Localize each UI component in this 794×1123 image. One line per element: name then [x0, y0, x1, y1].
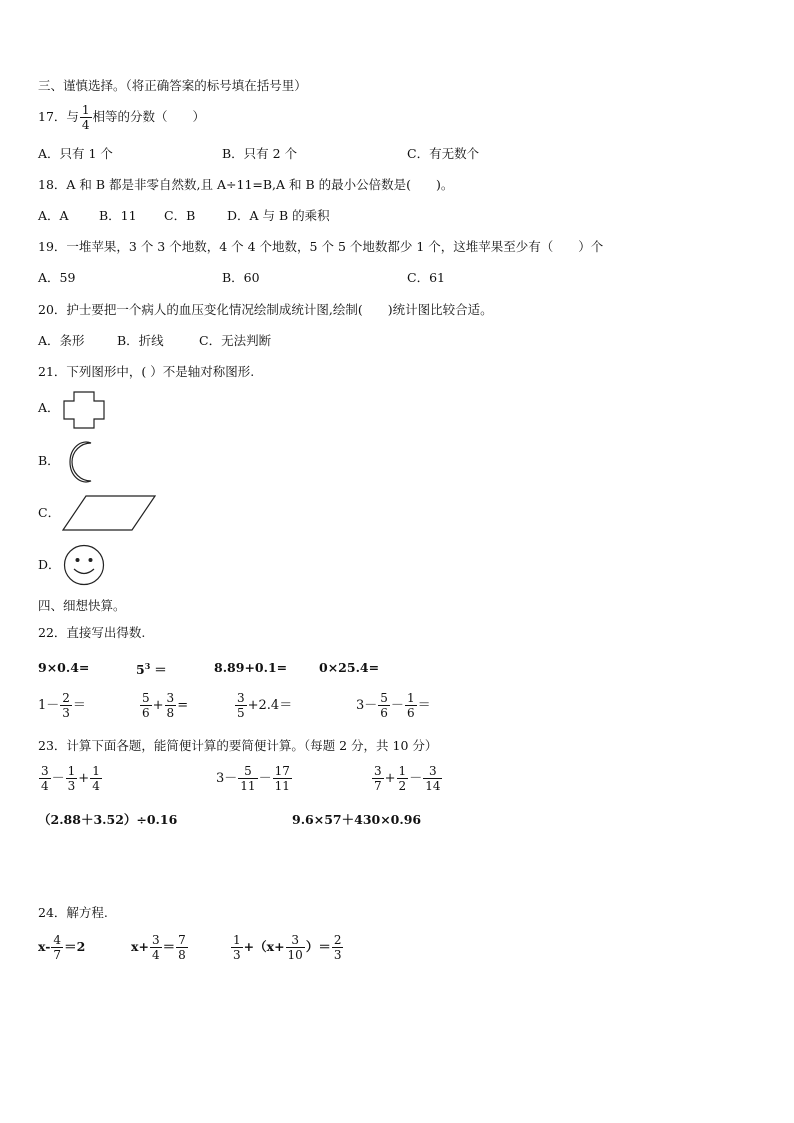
- q22-item-6: [139, 692, 188, 719]
- q22-item-3: 8.89+0.1=: [214, 660, 288, 675]
- q22-item-5-equals: ＝: [72, 698, 86, 713]
- q19-option-b: B．60: [222, 270, 260, 285]
- parallelogram-icon: [62, 495, 156, 531]
- fraction: [51, 934, 63, 961]
- operator: +: [78, 771, 90, 786]
- numerator: 3: [151, 933, 160, 947]
- q17-suffix: 相等的分数（ ）: [92, 109, 206, 124]
- q22-item-8-operator: －: [390, 698, 404, 713]
- q22-item-4: 0×25.4=: [319, 660, 380, 675]
- q22-item-2-exponent: 3: [144, 661, 151, 671]
- q22-item-8: [356, 692, 431, 719]
- denominator: 2: [398, 779, 407, 793]
- denominator: 6: [142, 706, 150, 720]
- q22-item-8-fraction-1: [378, 692, 390, 719]
- q23-expression-2: [216, 765, 293, 792]
- q24-equation-2: [131, 934, 189, 961]
- q22-item-8-equals: ＝: [417, 698, 431, 713]
- q22-item-5-fraction: [60, 692, 72, 719]
- denominator: 3: [62, 706, 70, 720]
- numerator: 2: [62, 691, 70, 705]
- prefix: x+: [131, 939, 149, 954]
- q19-option-c: C．61: [407, 270, 445, 285]
- q22-item-7-suffix: +2.4＝: [247, 698, 293, 713]
- q22-item-2: [136, 662, 167, 677]
- q22-item-5: [38, 692, 86, 719]
- q18-option-a: A．A: [38, 208, 69, 223]
- question-19: 19．一堆苹果，3 个 3 个地数，4 个 4 个地数，5 个 5 个地数都少 1 个，这堆苹果至少有（ ）个: [38, 239, 604, 254]
- fraction: [372, 765, 384, 792]
- denominator: 14: [425, 779, 441, 793]
- q23-expression-5: 9.6×57＋430×0.96: [292, 812, 422, 827]
- numerator: 3: [166, 691, 175, 705]
- fraction: [176, 934, 188, 961]
- q17-frac-denominator: 4: [81, 118, 90, 132]
- question-17: [38, 104, 205, 131]
- q20-option-a: A．条形: [38, 333, 85, 348]
- question-20: 20．护士要把一个病人的血压变化情况绘制成统计图,绘制( )统计图比较合适。: [38, 302, 493, 317]
- prefix: x-: [38, 939, 51, 954]
- equals: ＝: [162, 939, 176, 954]
- q18-option-b: B．11: [99, 208, 137, 223]
- denominator: 6: [406, 706, 415, 720]
- numerator: 4: [53, 933, 62, 947]
- q24-equation-3: [230, 934, 344, 961]
- denominator: 3: [233, 948, 241, 962]
- q20-option-c: C．无法判断: [199, 333, 272, 348]
- numerator: 3: [41, 764, 49, 778]
- numerator: 1: [67, 764, 76, 778]
- numerator: 1: [398, 764, 407, 778]
- denominator: 3: [67, 779, 76, 793]
- numerator: 5: [380, 691, 388, 705]
- suffix: ＝2: [64, 939, 86, 954]
- q21-option-d: D．: [38, 557, 61, 572]
- q22-item-1: 9×0.4=: [38, 660, 90, 675]
- denominator: 3: [333, 948, 342, 962]
- smiley-face-icon: [63, 544, 105, 586]
- denominator: 8: [178, 948, 186, 962]
- fraction: [231, 934, 243, 961]
- question-24: 24．解方程.: [38, 905, 108, 920]
- operator: －: [409, 771, 423, 786]
- q19-option-a: A．59: [38, 270, 76, 285]
- q21-option-c: C．: [38, 505, 61, 520]
- fraction: [286, 934, 305, 961]
- question-23: 23．计算下面各题，能简便计算的要简便计算。（每题 2 分，共 10 分）: [38, 738, 438, 753]
- numerator: 1: [406, 691, 415, 705]
- fraction: [273, 765, 292, 792]
- q17-option-b: B．只有 2 个: [222, 146, 298, 161]
- q17-fraction: [80, 104, 92, 131]
- q22-item-6-fraction-1: [140, 692, 152, 719]
- q18-option-c: C．B: [164, 208, 196, 223]
- numerator: 3: [374, 764, 382, 778]
- prefix: 3－: [216, 771, 238, 786]
- question-18: 18．A 和 B 都是非零自然数,且 A÷11=B,A 和 B 的最小公倍数是( )。: [38, 177, 454, 192]
- numerator: 3: [237, 691, 245, 705]
- q22-item-6-equals: =: [177, 698, 189, 713]
- fraction: [90, 765, 102, 792]
- numerator: 17: [274, 764, 290, 778]
- section-4-heading: 四、细想快算。: [38, 598, 126, 613]
- q22-item-7-fraction: [235, 692, 247, 719]
- q22-item-2-equals: ＝: [154, 662, 167, 678]
- numerator: 1: [233, 933, 241, 947]
- numerator: 2: [333, 933, 342, 947]
- numerator: 3: [429, 764, 437, 778]
- middle: +（x+: [243, 939, 285, 954]
- question-22: 22．直接写出得数.: [38, 625, 146, 640]
- fraction: [397, 765, 409, 792]
- denominator: 11: [240, 779, 256, 793]
- fraction: [39, 765, 51, 792]
- q22-item-6-operator: +: [152, 698, 164, 713]
- operator: －: [51, 771, 65, 786]
- q20-option-b: B．折线: [117, 333, 164, 348]
- denominator: 7: [374, 779, 382, 793]
- denominator: 5: [237, 706, 245, 720]
- q22-item-2-base: 5: [136, 662, 145, 678]
- section-3-heading: 三、谨慎选择。（将正确答案的标号填在括号里）: [38, 78, 307, 93]
- operator: －: [258, 771, 272, 786]
- q22-item-7: [234, 692, 292, 719]
- q23-expression-1: [38, 765, 103, 792]
- denominator: 10: [287, 948, 303, 962]
- numerator: 1: [92, 764, 100, 778]
- q21-option-a: A．: [38, 400, 60, 415]
- fraction: [150, 934, 162, 961]
- q17-frac-numerator: 1: [81, 103, 90, 117]
- q22-item-6-fraction-2: [165, 692, 177, 719]
- denominator: 7: [53, 948, 62, 962]
- q17-prefix: 17．与: [38, 109, 79, 124]
- q18-option-d: D．A 与 B 的乘积: [227, 208, 330, 223]
- q23-expression-3: [371, 765, 443, 792]
- q22-item-8-prefix: 3－: [356, 698, 378, 713]
- q17-option-a: A．只有 1 个: [38, 146, 113, 161]
- fraction: [332, 934, 344, 961]
- q23-expression-4: （2.88＋3.52）÷0.16: [38, 812, 178, 827]
- q24-equation-1: [38, 934, 85, 961]
- fraction: [423, 765, 442, 792]
- denominator: 4: [151, 948, 160, 962]
- denominator: 4: [92, 779, 100, 793]
- operator: +: [384, 771, 396, 786]
- fraction: [238, 765, 257, 792]
- numerator: 7: [178, 933, 186, 947]
- denominator: 8: [166, 706, 175, 720]
- q21-option-b: B．: [38, 453, 60, 468]
- fraction: [66, 765, 78, 792]
- numerator: 5: [142, 691, 150, 705]
- numerator: 3: [291, 933, 299, 947]
- denominator: 6: [380, 706, 388, 720]
- q22-item-5-prefix: 1－: [38, 698, 60, 713]
- denominator: 11: [274, 779, 290, 793]
- q17-option-c: C．有无数个: [407, 146, 480, 161]
- cross-icon: [63, 391, 105, 429]
- q22-item-8-fraction-2: [405, 692, 417, 719]
- question-21: 21．下列图形中，( ）不是轴对称图形.: [38, 364, 255, 379]
- crescent-moon-icon: [62, 441, 94, 483]
- numerator: 5: [244, 764, 252, 778]
- denominator: 4: [41, 779, 49, 793]
- equals: ）＝: [305, 939, 331, 954]
